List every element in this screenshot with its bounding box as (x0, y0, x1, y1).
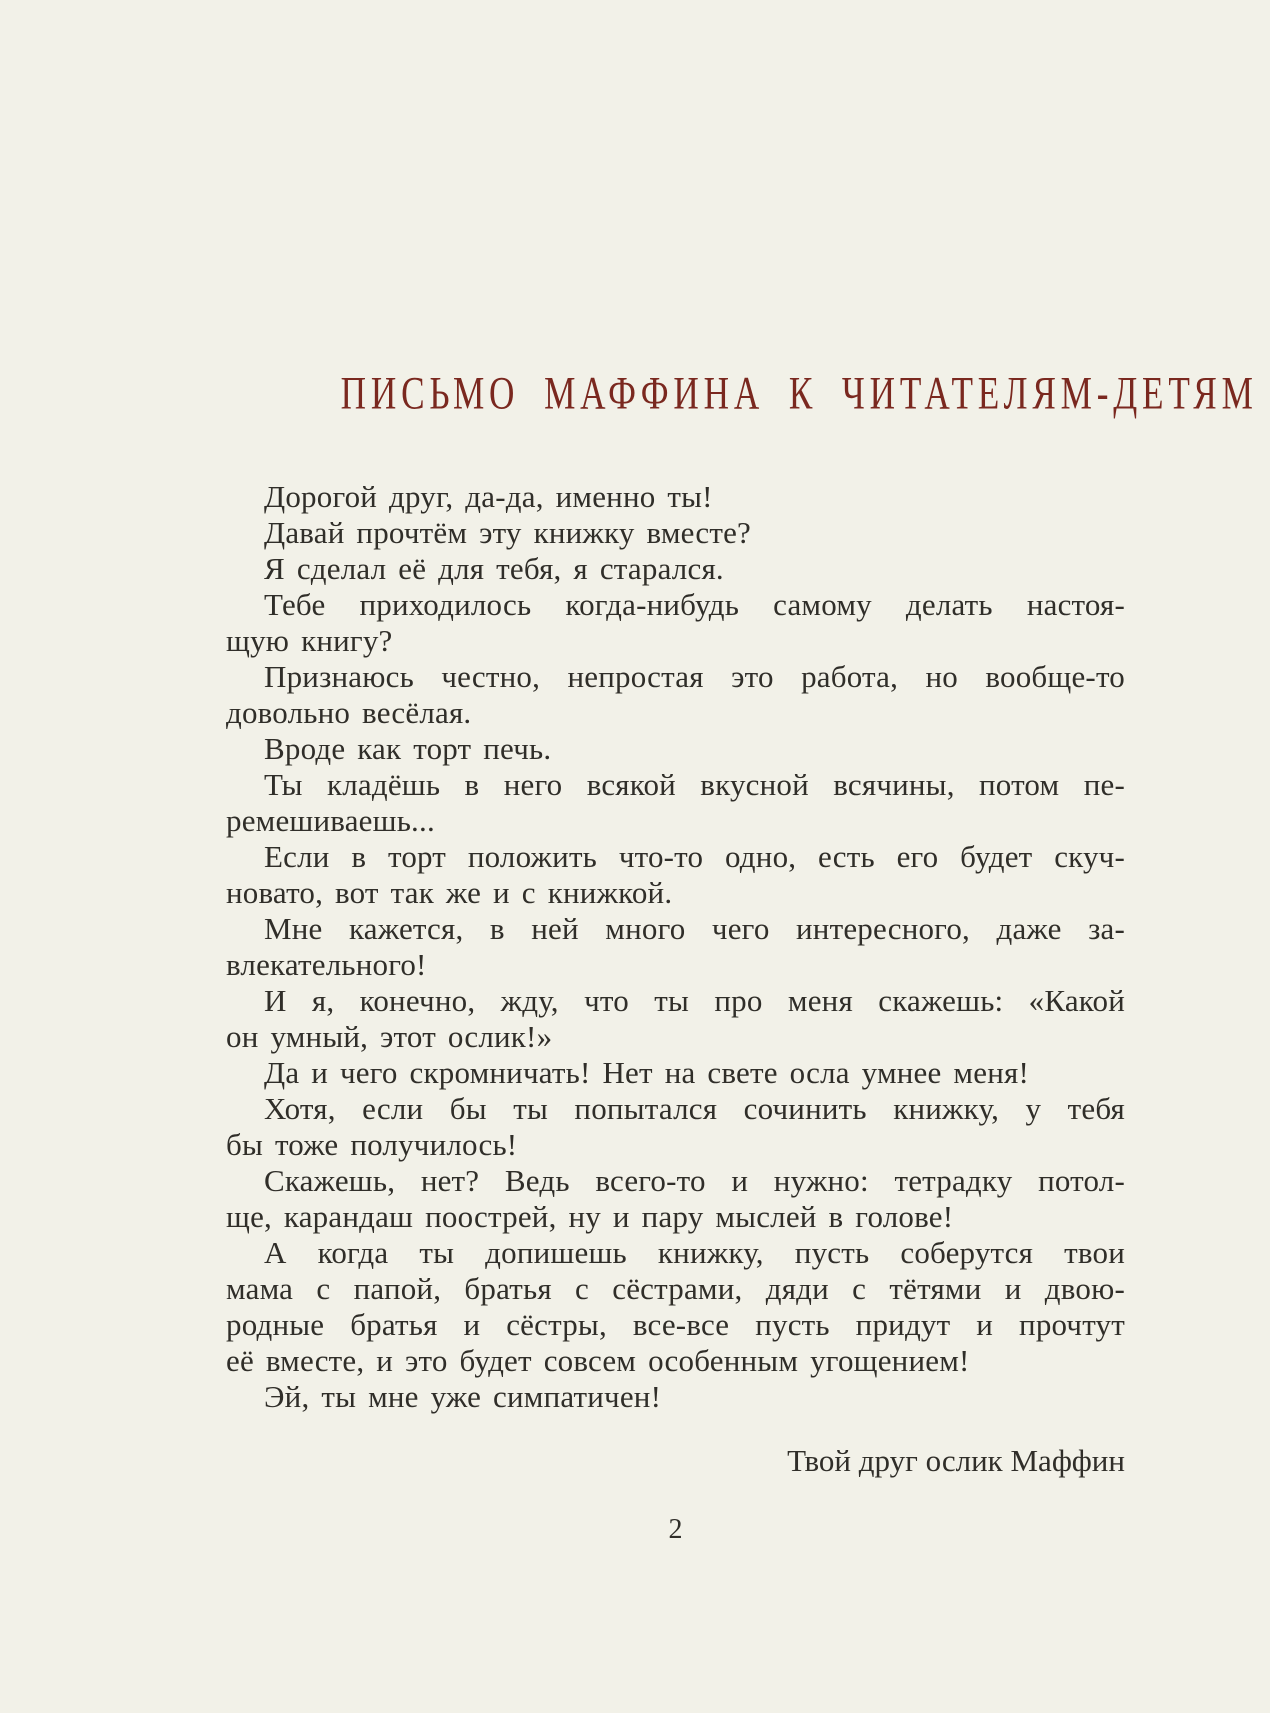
text-line: щую книгу? (226, 623, 393, 658)
text-line: он умный, этот ослик!» (226, 1019, 553, 1054)
text-line: её вместе, и это будет совсем особенным угощением! (226, 1343, 970, 1378)
text-line: Ты кладёшь в него всякой вкусной всячины, потом пе- (264, 767, 1125, 802)
text-line: родные братья и сёстры, все-все пусть придут и прочтут (226, 1307, 1125, 1342)
text-line: Мне кажется, в ней много чего интересного, даже за- (264, 911, 1125, 946)
page-title-text: ПИСЬМО МАФФИНА К ЧИТАТЕЛЯМ-ДЕТЯМ (340, 367, 1258, 420)
text-line: Тебе приходилось когда-нибудь самому делать настоя- (264, 587, 1125, 622)
text-line: Признаюсь честно, непростая это работа, но вообще-то (264, 659, 1125, 694)
page-number: 2 (668, 1514, 683, 1545)
text-line: бы тоже получилось! (226, 1127, 518, 1162)
text-line: Если в торт положить что-то одно, есть его будет скуч- (264, 839, 1125, 874)
text-line: И я, конечно, жду, что ты про меня скажешь: «Какой (264, 983, 1125, 1018)
page-title (226, 367, 1258, 421)
text-line: мама с папой, братья с сёстрами, дяди с тётями и двою- (226, 1271, 1125, 1306)
text-line: влекательного! (226, 947, 427, 982)
text-line: Вроде как торт печь. (264, 731, 552, 766)
signature: Твой друг ослик Маффин (787, 1443, 1125, 1478)
text-line: довольно весёлая. (226, 695, 472, 730)
text-line: Эй, ты мне уже симпатичен! (264, 1379, 662, 1414)
text-line: ще, карандаш поострей, ну и пару мыслей в голове! (226, 1199, 954, 1234)
text-line: А когда ты допишешь книжку, пусть соберутся твои (264, 1235, 1125, 1270)
text-line: Хотя, если бы ты попытался сочинить книжку, у тебя (264, 1091, 1125, 1126)
text-line: Давай прочтём эту книжку вместе? (264, 515, 751, 550)
text-line: Я сделал её для тебя, я старался. (264, 551, 724, 586)
text-line: Скажешь, нет? Ведь всего-то и нужно: тетрадку потол- (264, 1163, 1125, 1198)
text-line: новато, вот так же и с книжкой. (226, 875, 673, 910)
text-line: Да и чего скромничать! Нет на свете осла умнее меня! (264, 1055, 1029, 1090)
text-line: ремешиваешь... (226, 803, 435, 838)
text-line: Дорогой друг, да-да, именно ты! (264, 479, 713, 514)
body-text (226, 479, 1125, 1415)
